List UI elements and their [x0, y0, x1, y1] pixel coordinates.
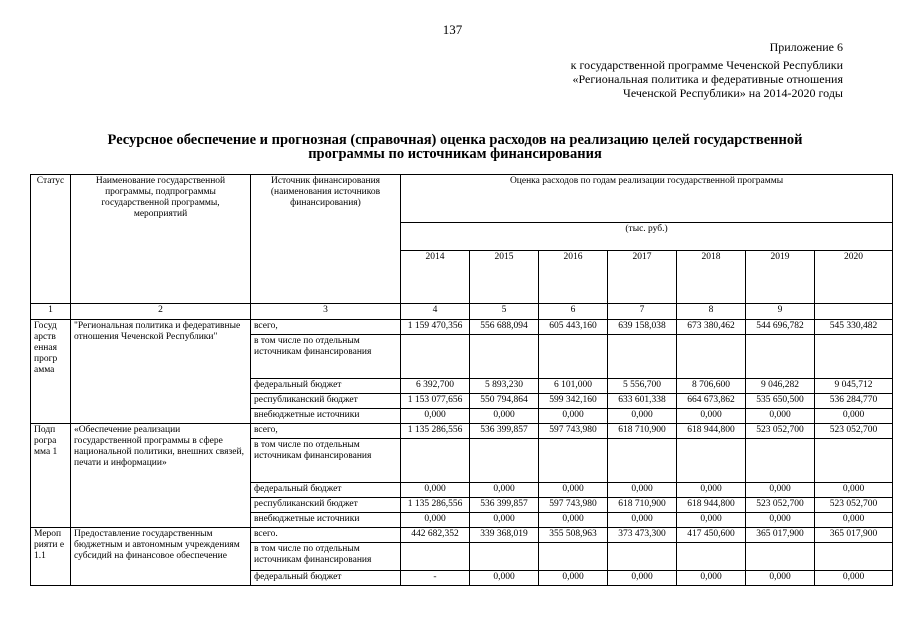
funding-source-cell: всего.: [251, 528, 401, 543]
amount-cell: 536 399,857: [470, 424, 539, 439]
funding-source-cell: федеральный бюджет: [251, 379, 401, 394]
annex-line: «Региональная политика и федеративные отношения: [572, 72, 843, 86]
amount-cell: 442 682,352: [401, 528, 470, 543]
amount-cell: [539, 335, 608, 379]
annex-block: [571, 40, 843, 100]
amount-cell: 9 046,282: [746, 379, 815, 394]
header-unit: (тыс. руб.): [401, 223, 893, 251]
document-title: [60, 133, 850, 161]
header-year: 2019: [746, 251, 815, 304]
amount-cell: 0,000: [815, 483, 893, 498]
amount-cell: 0,000: [539, 483, 608, 498]
amount-cell: [677, 335, 746, 379]
amount-cell: 599 342,160: [539, 394, 608, 409]
amount-cell: 556 688,094: [470, 320, 539, 335]
column-number: 6: [539, 304, 608, 320]
column-number: 5: [470, 304, 539, 320]
column-number: 3: [251, 304, 401, 320]
table-row: [31, 424, 893, 439]
amount-cell: [608, 543, 677, 571]
funding-source-cell: всего,: [251, 320, 401, 335]
table-body: [31, 320, 893, 586]
amount-cell: 0,000: [677, 571, 746, 586]
amount-cell: 0,000: [608, 513, 677, 528]
amount-cell: 1 135 286,556: [401, 424, 470, 439]
header-year: 2015: [470, 251, 539, 304]
header-year: 2017: [608, 251, 677, 304]
amount-cell: 0,000: [815, 571, 893, 586]
amount-cell: [470, 335, 539, 379]
header-year: 2020: [815, 251, 893, 304]
amount-cell: [608, 335, 677, 379]
amount-cell: 8 706,600: [677, 379, 746, 394]
funding-source-cell: всего,: [251, 424, 401, 439]
funding-source-cell: республиканский бюджет: [251, 394, 401, 409]
funding-source-cell: в том числе по отдельным источникам финансирования: [251, 543, 401, 571]
amount-cell: 523 052,700: [746, 498, 815, 513]
amount-cell: 0,000: [401, 409, 470, 424]
amount-cell: 597 743,980: [539, 424, 608, 439]
amount-cell: 523 052,700: [815, 424, 893, 439]
table-row: [31, 528, 893, 543]
table-row: [31, 320, 893, 335]
amount-cell: [401, 335, 470, 379]
amount-cell: 5 893,230: [470, 379, 539, 394]
funding-source-cell: внебюджетные источники: [251, 513, 401, 528]
amount-cell: 0,000: [677, 483, 746, 498]
amount-cell: 0,000: [608, 483, 677, 498]
amount-cell: [746, 439, 815, 483]
status-cell: Подп рогра мма 1: [31, 424, 71, 528]
column-number: [815, 304, 893, 320]
amount-cell: 0,000: [470, 571, 539, 586]
funding-source-cell: в том числе по отдельным источникам финансирования: [251, 439, 401, 483]
column-number: 4: [401, 304, 470, 320]
funding-source-cell: республиканский бюджет: [251, 498, 401, 513]
program-name-cell: "Региональная политика и федеративные отношения Чеченской Республики": [71, 320, 251, 424]
amount-cell: 0,000: [539, 513, 608, 528]
amount-cell: 535 650,500: [746, 394, 815, 409]
amount-cell: 5 556,700: [608, 379, 677, 394]
amount-cell: 373 473,300: [608, 528, 677, 543]
amount-cell: [470, 439, 539, 483]
status-cell: Мероп рияти е 1.1: [31, 528, 71, 586]
amount-cell: 339 368,019: [470, 528, 539, 543]
document-title-line: программы по источникам финансирования: [308, 146, 602, 162]
amount-cell: 664 673,862: [677, 394, 746, 409]
header-year: 2016: [539, 251, 608, 304]
amount-cell: 0,000: [746, 483, 815, 498]
amount-cell: -: [401, 571, 470, 586]
amount-cell: 0,000: [401, 513, 470, 528]
amount-cell: 618 710,900: [608, 498, 677, 513]
amount-cell: 523 052,700: [815, 498, 893, 513]
column-number: 8: [677, 304, 746, 320]
amount-cell: 0,000: [470, 409, 539, 424]
amount-cell: 673 380,462: [677, 320, 746, 335]
amount-cell: 639 158,038: [608, 320, 677, 335]
amount-cell: 1 153 077,656: [401, 394, 470, 409]
amount-cell: [815, 335, 893, 379]
column-number: 1: [31, 304, 71, 320]
amount-cell: [746, 335, 815, 379]
amount-cell: [608, 439, 677, 483]
amount-cell: [401, 439, 470, 483]
amount-cell: [677, 543, 746, 571]
header-year: 2018: [677, 251, 746, 304]
column-number: 2: [71, 304, 251, 320]
amount-cell: [815, 543, 893, 571]
amount-cell: 0,000: [746, 513, 815, 528]
amount-cell: 618 710,900: [608, 424, 677, 439]
program-name-cell: «Обеспечение реализации государственной программы в сфере национальной политики, внешних связей, печати и информации»: [71, 424, 251, 528]
amount-cell: 6 101,000: [539, 379, 608, 394]
amount-cell: [815, 439, 893, 483]
amount-cell: 550 794,864: [470, 394, 539, 409]
annex-line: Чеченской Республики» на 2014-2020 годы: [623, 86, 843, 100]
header-source: Источник финансирования (наименования источников финансирования): [251, 175, 401, 304]
amount-cell: 9 045,712: [815, 379, 893, 394]
amount-cell: 633 601,338: [608, 394, 677, 409]
amount-cell: 544 696,782: [746, 320, 815, 335]
funding-source-cell: в том числе по отдельным источникам финансирования: [251, 335, 401, 379]
funding-source-cell: федеральный бюджет: [251, 571, 401, 586]
amount-cell: 618 944,800: [677, 498, 746, 513]
status-cell: Госуд арств енная прогр амма: [31, 320, 71, 424]
amount-cell: [401, 543, 470, 571]
amount-cell: 0,000: [401, 483, 470, 498]
amount-cell: 536 284,770: [815, 394, 893, 409]
amount-cell: [746, 543, 815, 571]
annex-title: Приложение 6: [769, 40, 843, 54]
header-name: Наименование государственной программы, подпрограммы государственной программы, мероприятий: [71, 175, 251, 304]
column-number: 9: [746, 304, 815, 320]
amount-cell: 605 443,160: [539, 320, 608, 335]
amount-cell: 0,000: [539, 409, 608, 424]
column-numbering-row: [31, 304, 893, 320]
amount-cell: [539, 543, 608, 571]
funding-source-cell: внебюджетные источники: [251, 409, 401, 424]
amount-cell: 0,000: [677, 513, 746, 528]
amount-cell: 523 052,700: [746, 424, 815, 439]
header-year: 2014: [401, 251, 470, 304]
amount-cell: 0,000: [608, 571, 677, 586]
header-status: Статус: [31, 175, 71, 304]
document-title-line: Ресурсное обеспечение и прогнозная (справочная) оценка расходов на реализацию целей государственной: [107, 132, 803, 148]
page-number: 137: [442, 22, 463, 37]
amount-cell: 6 392,700: [401, 379, 470, 394]
amount-cell: 0,000: [746, 409, 815, 424]
header-estimate: Оценка расходов по годам реализации государственной программы: [401, 175, 893, 223]
amount-cell: 536 399,857: [470, 498, 539, 513]
amount-cell: 0,000: [677, 409, 746, 424]
amount-cell: 0,000: [539, 571, 608, 586]
amount-cell: 1 135 286,556: [401, 498, 470, 513]
amount-cell: 545 330,482: [815, 320, 893, 335]
amount-cell: 0,000: [815, 513, 893, 528]
annex-line: к государственной программе Чеченской Республики: [570, 58, 843, 72]
amount-cell: 0,000: [470, 513, 539, 528]
amount-cell: 0,000: [746, 571, 815, 586]
column-number: 7: [608, 304, 677, 320]
program-name-cell: Предоставление государственным бюджетным и автономным учреждениям субсидий на финансовое обеспечение: [71, 528, 251, 586]
funding-source-cell: федеральный бюджет: [251, 483, 401, 498]
funding-table: [30, 174, 893, 586]
amount-cell: [470, 543, 539, 571]
amount-cell: 1 159 470,356: [401, 320, 470, 335]
amount-cell: 355 508,963: [539, 528, 608, 543]
amount-cell: [677, 439, 746, 483]
amount-cell: 0,000: [608, 409, 677, 424]
amount-cell: 365 017,900: [815, 528, 893, 543]
amount-cell: 618 944,800: [677, 424, 746, 439]
amount-cell: [539, 439, 608, 483]
amount-cell: 597 743,980: [539, 498, 608, 513]
amount-cell: 0,000: [815, 409, 893, 424]
amount-cell: 417 450,600: [677, 528, 746, 543]
amount-cell: 0,000: [470, 483, 539, 498]
amount-cell: 365 017,900: [746, 528, 815, 543]
